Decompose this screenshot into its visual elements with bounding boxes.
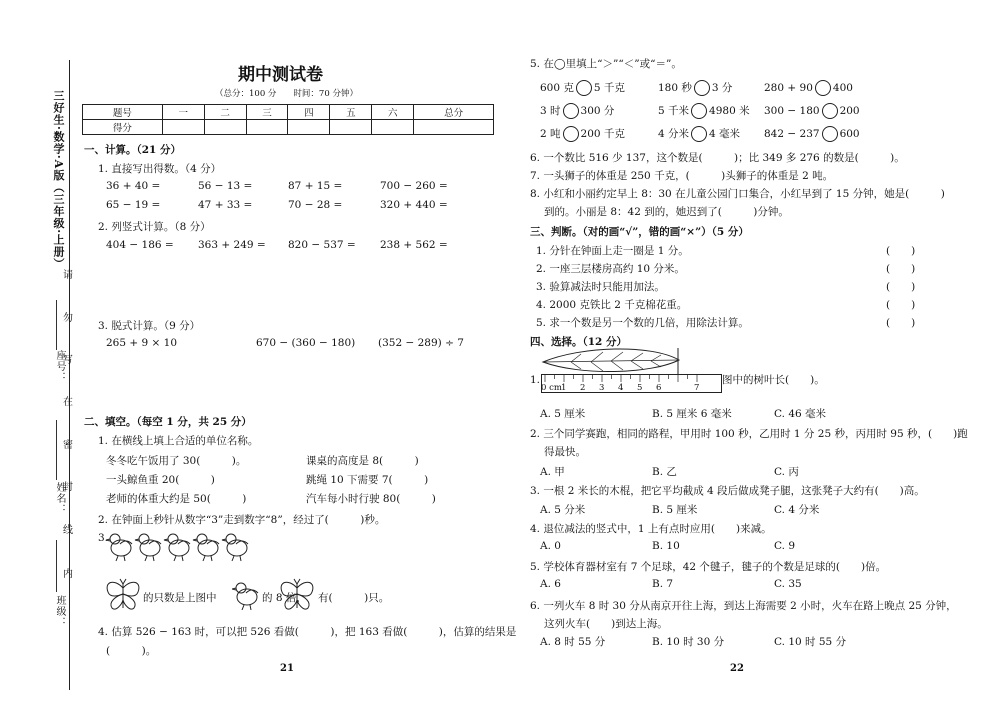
compare-left: 4 分米 xyxy=(658,128,690,140)
compare-left: 180 秒 xyxy=(658,82,692,94)
s2-q3-text-a: 的只数是上图中 xyxy=(143,592,217,604)
compare-item xyxy=(658,80,732,96)
unit-fill-item: 汽车每小时行驶 80( ) xyxy=(306,493,436,505)
score-header-cell: 一 xyxy=(162,105,204,120)
q5-prompt: 5. 在◯里填上“＞”“＜”或“＝”。 xyxy=(530,58,682,70)
ruler-label: 1 xyxy=(561,383,567,393)
calc-item: 70 − 28 = xyxy=(288,199,343,211)
ruler-label: 0 cm xyxy=(541,383,562,393)
judge-item: 5. 求一个数是另一个数的几倍，用除法计算。 xyxy=(536,317,749,329)
s4-q5: 5. 学校体育器材室有 7 个足球，42 个毽子，毽子的个数是足球的( )倍。 xyxy=(530,561,887,573)
s1-q3-prompt: 3. 脱式计算。（9 分） xyxy=(98,320,201,332)
vertical-calc-item: 238 + 562 = xyxy=(380,239,448,251)
compare-circle[interactable] xyxy=(822,126,838,142)
compare-circle[interactable] xyxy=(691,103,707,119)
compare-circle[interactable] xyxy=(576,80,592,96)
option-a[interactable]: A. 甲 xyxy=(540,466,565,478)
calc-item: 36 + 40 = xyxy=(106,180,161,192)
score-header-cell: 总分 xyxy=(414,105,494,120)
judge-item: 1. 分针在钟面上走一圈是 1 分。 xyxy=(536,245,689,257)
option-a[interactable]: A. 5 分米 xyxy=(540,504,586,516)
calc-item: 47 + 33 = xyxy=(198,199,253,211)
vertical-calc-item: 363 + 249 = xyxy=(198,239,266,251)
mixed-calc-item: 670 − (360 − 180) xyxy=(256,337,356,349)
judge-item: 2. 一座三层楼房高约 10 分米。 xyxy=(536,263,685,275)
compare-right: 4980 米 xyxy=(709,105,750,117)
score-cell[interactable] xyxy=(246,120,288,135)
compare-right: 300 分 xyxy=(580,105,615,117)
option-a[interactable]: A. 6 xyxy=(540,578,561,590)
option-b[interactable]: B. 5 厘米 xyxy=(652,504,698,516)
compare-item xyxy=(540,103,614,119)
judge-paren[interactable]: ( ) xyxy=(886,263,916,275)
score-row-label: 得分 xyxy=(83,120,163,135)
compare-circle[interactable] xyxy=(815,80,831,96)
name-label: 姓名： xyxy=(54,482,65,515)
compare-right: 400 xyxy=(832,82,853,94)
option-c[interactable]: C. 35 xyxy=(774,578,802,590)
page-number-right: 22 xyxy=(730,663,744,674)
score-header-cell: 四 xyxy=(288,105,330,120)
compare-right: 600 xyxy=(839,128,860,140)
score-header-cell: 五 xyxy=(330,105,372,120)
judge-item: 4. 2000 克铁比 2 千克棉花重。 xyxy=(536,299,688,311)
vertical-calc-item: 820 − 537 = xyxy=(288,239,356,251)
score-header-cell: 三 xyxy=(246,105,288,120)
s2-q2: 2. 在钟面上秒针从数字“3”走到数字“8”，经过了( )秒。 xyxy=(98,514,386,526)
seal-char: 封 xyxy=(63,482,73,493)
compare-item xyxy=(764,126,860,142)
calc-item: 65 − 19 = xyxy=(106,199,161,211)
unit-fill-item: 一头鲸鱼重 20( ) xyxy=(106,474,215,486)
compare-item xyxy=(658,103,750,119)
calc-item: 700 − 260 = xyxy=(380,180,448,192)
judge-paren[interactable]: ( ) xyxy=(886,317,916,329)
compare-left: 2 吨 xyxy=(540,128,561,140)
compare-left: 600 克 xyxy=(540,82,574,94)
section-2-heading: 二、填空。（每空 1 分，共 25 分） xyxy=(84,416,252,428)
ruler-label: 2 xyxy=(580,383,586,393)
s4-q3: 3. 一根 2 米长的木棍，把它平均截成 4 段后做成凳子腿，这张凳子大约有( )高。 xyxy=(530,485,925,497)
ruler-label: 4 xyxy=(618,383,624,393)
compare-right: 3 分 xyxy=(711,82,733,94)
s4-q1-number: 1. xyxy=(530,374,541,386)
s4-q6-line1: 6. 一列火车 8 时 30 分从南京开往上海，到达上海需要 2 小时，火车在路上晚点 25 分钟， xyxy=(530,600,957,612)
option-c[interactable]: C. 46 毫米 xyxy=(774,408,827,420)
compare-circle[interactable] xyxy=(563,103,579,119)
seal-char: 勿 xyxy=(63,313,73,324)
class-blank[interactable] xyxy=(56,540,58,592)
judge-paren[interactable]: ( ) xyxy=(886,299,916,311)
binding-line xyxy=(69,60,70,690)
compare-left: 5 千米 xyxy=(658,105,690,117)
unit-fill-item: 老师的体重大约是 50( ) xyxy=(106,493,247,505)
compare-left: 280 + 90 xyxy=(764,82,813,94)
seal-char: 线 xyxy=(63,525,73,536)
s1-q2-prompt: 2. 列竖式计算。（8 分） xyxy=(98,221,211,233)
mixed-calc-item: 265 + 9 × 10 xyxy=(106,337,178,349)
score-table xyxy=(82,104,494,135)
compare-right: 200 千克 xyxy=(580,128,625,140)
ruler-label: 6 xyxy=(656,383,662,393)
mixed-calc-item: (352 − 289) ÷ 7 xyxy=(378,337,464,349)
vertical-calc-item: 404 − 186 = xyxy=(106,239,174,251)
option-c[interactable]: C. 4 分米 xyxy=(774,504,820,516)
section-4-heading: 四、选择。（12 分） xyxy=(530,336,628,348)
judge-item: 3. 验算减法时只能用加法。 xyxy=(536,281,665,293)
option-b[interactable]: B. 7 xyxy=(652,578,674,590)
compare-item xyxy=(540,126,625,142)
unit-fill-item: 跳绳 10 下需要 7( ) xyxy=(306,474,429,486)
page-title: 期中测试卷 xyxy=(238,65,323,85)
s2-q4-line2: ( )。 xyxy=(106,645,157,657)
q8-line2: 到的。小丽是 8：42 到的，她迟到了( )分钟。 xyxy=(544,206,789,218)
series-label: 三好生·数学·A版（三年级·上册） xyxy=(52,90,65,271)
judge-paren[interactable]: ( ) xyxy=(886,245,916,257)
option-b[interactable]: B. 10 时 30 分 xyxy=(652,636,725,648)
score-cell[interactable] xyxy=(288,120,330,135)
option-c[interactable]: C. 10 时 55 分 xyxy=(774,636,847,648)
seal-char: 请 xyxy=(63,270,73,281)
compare-circle[interactable] xyxy=(563,126,579,142)
score-table-header-row xyxy=(83,105,494,120)
s1-q1-prompt: 1. 直接写出得数。（4 分） xyxy=(98,163,222,175)
page-subtitle: （总分：100 分 时间：70 分钟） xyxy=(215,89,358,99)
s2-q3-number: 3. xyxy=(98,532,109,544)
s2-q1-prompt: 1. 在横线上填上合适的单位名称。 xyxy=(98,435,259,447)
option-c[interactable]: C. 丙 xyxy=(774,466,799,478)
score-header-cell: 二 xyxy=(204,105,246,120)
unit-fill-item: 冬冬吃午饭用了 30( )。 xyxy=(106,455,247,467)
option-c[interactable]: C. 9 xyxy=(774,540,796,552)
s2-q3-text-b: 的 8 倍， xyxy=(262,592,307,604)
compare-right: 200 xyxy=(839,105,860,117)
score-table-score-row xyxy=(83,120,494,135)
option-a[interactable]: A. 8 时 55 分 xyxy=(540,636,606,648)
class-label: 班级： xyxy=(54,595,65,628)
calc-item: 320 + 440 = xyxy=(380,199,448,211)
compare-left: 842 − 237 xyxy=(764,128,820,140)
score-cell[interactable] xyxy=(372,120,414,135)
calc-item: 87 + 15 = xyxy=(288,180,343,192)
option-b[interactable]: B. 5 厘米 6 毫米 xyxy=(652,408,732,420)
s2-q3-text-c: 有( )只。 xyxy=(318,592,390,604)
s2-q4-line1: 4. 估算 526 − 163 时，可以把 526 看做( )，把 163 看做( )，估算的结果是 xyxy=(98,626,517,638)
option-a[interactable]: A. 5 厘米 xyxy=(540,408,586,420)
ruler-label: 5 xyxy=(637,383,643,393)
leaf-icon xyxy=(543,349,679,372)
compare-item xyxy=(764,103,860,119)
page-number-left: 21 xyxy=(280,663,294,674)
chick-icon xyxy=(232,578,262,610)
seal-char: 密 xyxy=(63,440,73,451)
unit-fill-item: 课桌的高度是 8( ) xyxy=(306,455,419,467)
seal-char: 内 xyxy=(63,569,73,580)
compare-circle[interactable] xyxy=(822,103,838,119)
option-b[interactable]: B. 10 xyxy=(652,540,680,552)
score-header-cell: 题号 xyxy=(83,105,163,120)
compare-circle[interactable] xyxy=(694,80,710,96)
butterfly-icon xyxy=(278,578,316,612)
compare-right: 4 毫米 xyxy=(709,128,741,140)
score-cell[interactable] xyxy=(414,120,494,135)
s4-q4: 4. 退位减法的竖式中，1 上有点时应用( )来减。 xyxy=(530,523,772,535)
section-3-heading: 三、判断。（对的画“√”，错的画“×”）（5 分） xyxy=(530,226,749,238)
score-cell[interactable] xyxy=(330,120,372,135)
seat-blank[interactable] xyxy=(56,300,58,350)
s4-q6-line2: 这列火车( )到达上海。 xyxy=(544,618,668,630)
q7: 7. 一头狮子的体重是 250 千克，( )头狮子的体重是 2 吨。 xyxy=(530,170,834,182)
compare-left: 3 时 xyxy=(540,105,561,117)
name-blank[interactable] xyxy=(56,420,58,480)
compare-circle[interactable] xyxy=(691,126,707,142)
compare-item xyxy=(540,80,625,96)
compare-left: 300 − 180 xyxy=(764,105,820,117)
score-cell[interactable] xyxy=(204,120,246,135)
seal-char: 在 xyxy=(63,397,73,408)
s4-q2-line1: 2. 三个同学赛跑，相同的路程，甲用时 100 秒，乙用时 1 分 25 秒，丙用时 95 秒，( )跑 xyxy=(530,428,968,440)
compare-right: 5 千克 xyxy=(593,82,625,94)
q6: 6. 一个数比 516 少 137，这个数是( )；比 349 多 276 的数是( )。 xyxy=(530,152,905,164)
s4-q2-line2: 得最快。 xyxy=(544,446,586,458)
q8-line1: 8. 小红和小丽约定早上 8：30 在儿童公园门口集合，小红早到了 15 分钟，她是( ) xyxy=(530,188,945,200)
compare-item xyxy=(658,126,740,142)
compare-item xyxy=(764,80,853,96)
judge-paren[interactable]: ( ) xyxy=(886,281,916,293)
butterfly-icon xyxy=(104,578,142,612)
seat-label: 座号： xyxy=(54,350,65,383)
option-a[interactable]: A. 0 xyxy=(540,540,561,552)
section-1-heading: 一、计算。（21 分） xyxy=(84,144,182,156)
score-header-cell: 六 xyxy=(372,105,414,120)
chick-group-icon xyxy=(106,528,256,564)
ruler-label: 7 xyxy=(694,383,700,393)
s4-q1-text: 图中的树叶长( )。 xyxy=(722,374,825,386)
option-b[interactable]: B. 乙 xyxy=(652,466,677,478)
calc-item: 56 − 13 = xyxy=(198,180,253,192)
score-cell[interactable] xyxy=(162,120,204,135)
seal-char: 写 xyxy=(63,355,73,366)
ruler-label: 3 xyxy=(599,383,605,393)
